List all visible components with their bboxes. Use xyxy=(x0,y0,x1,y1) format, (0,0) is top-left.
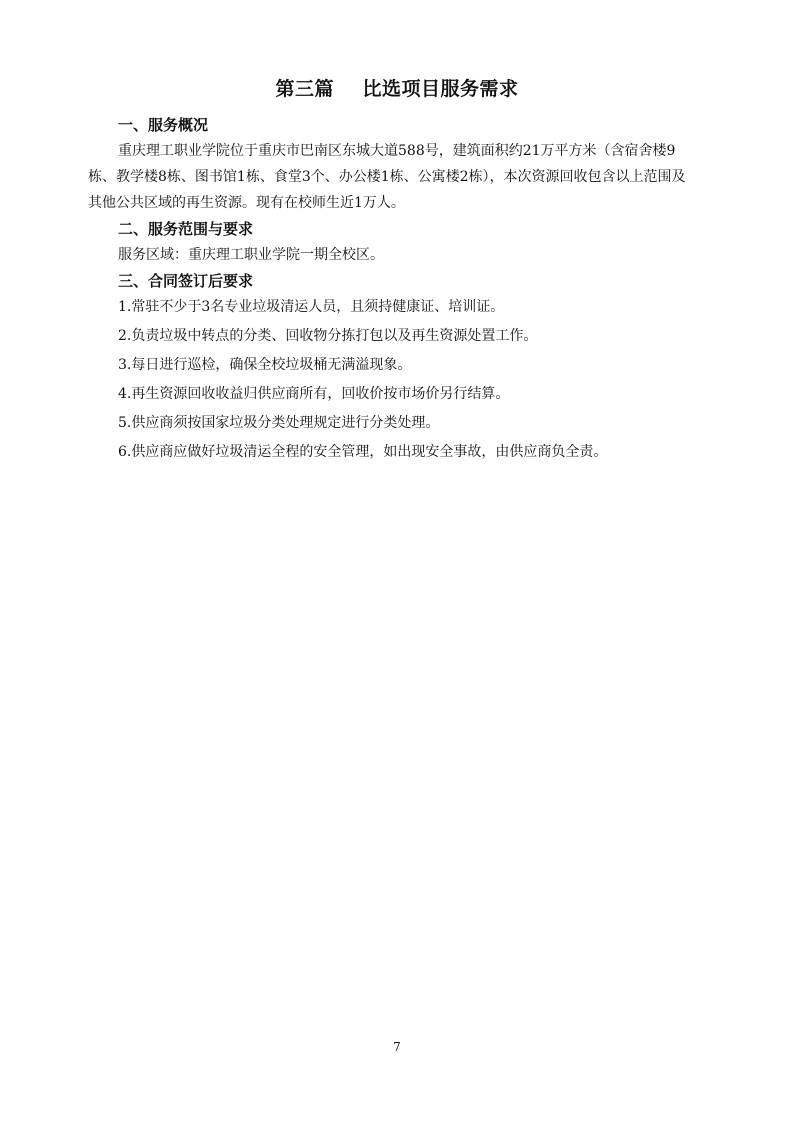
list-item: 2.负责垃圾中转点的分类、回收物分拣打包以及再生资源处置工作。 xyxy=(118,328,538,344)
section-paragraph-scope: 服务区域：重庆理工职业学院一期全校区。 xyxy=(118,247,384,263)
section-heading-scope: 二、服务范围与要求 xyxy=(118,220,254,238)
page-title: 第三篇 比选项目服务需求 xyxy=(275,78,519,100)
section-heading-requirements: 三、合同签订后要求 xyxy=(118,272,254,290)
list-item: 4.再生资源回收收益归供应商所有，回收价按市场价另行结算。 xyxy=(118,386,510,402)
section-paragraph-overview: 重庆理工职业学院位于重庆市巴南区东城大道588号，建筑面积约21万平方米（含宿舍楼9栋、教学楼8栋、图书馆1栋、食堂3个、办公楼1栋、公寓楼2栋），本次资源回收包含以上范围及其他公共区域的再生资源。现有在校师生近1万人。 xyxy=(88,143,686,211)
list-item: 1.常驻不少于3名专业垃圾清运人员，且须持健康证、培训证。 xyxy=(118,299,505,315)
page-number: 7 xyxy=(393,1040,401,1054)
section-heading-overview: 一、服务概况 xyxy=(118,116,209,134)
requirements-list xyxy=(118,294,698,465)
list-item: 6.供应商应做好垃圾清运全程的安全管理，如出现安全事故，由供应商负全责。 xyxy=(118,444,608,460)
list-item: 3.每日进行巡检，确保全校垃圾桶无满溢现象。 xyxy=(118,357,412,373)
document-body xyxy=(88,112,698,468)
list-item: 5.供应商须按国家垃圾分类处理规定进行分类处理。 xyxy=(118,415,440,431)
